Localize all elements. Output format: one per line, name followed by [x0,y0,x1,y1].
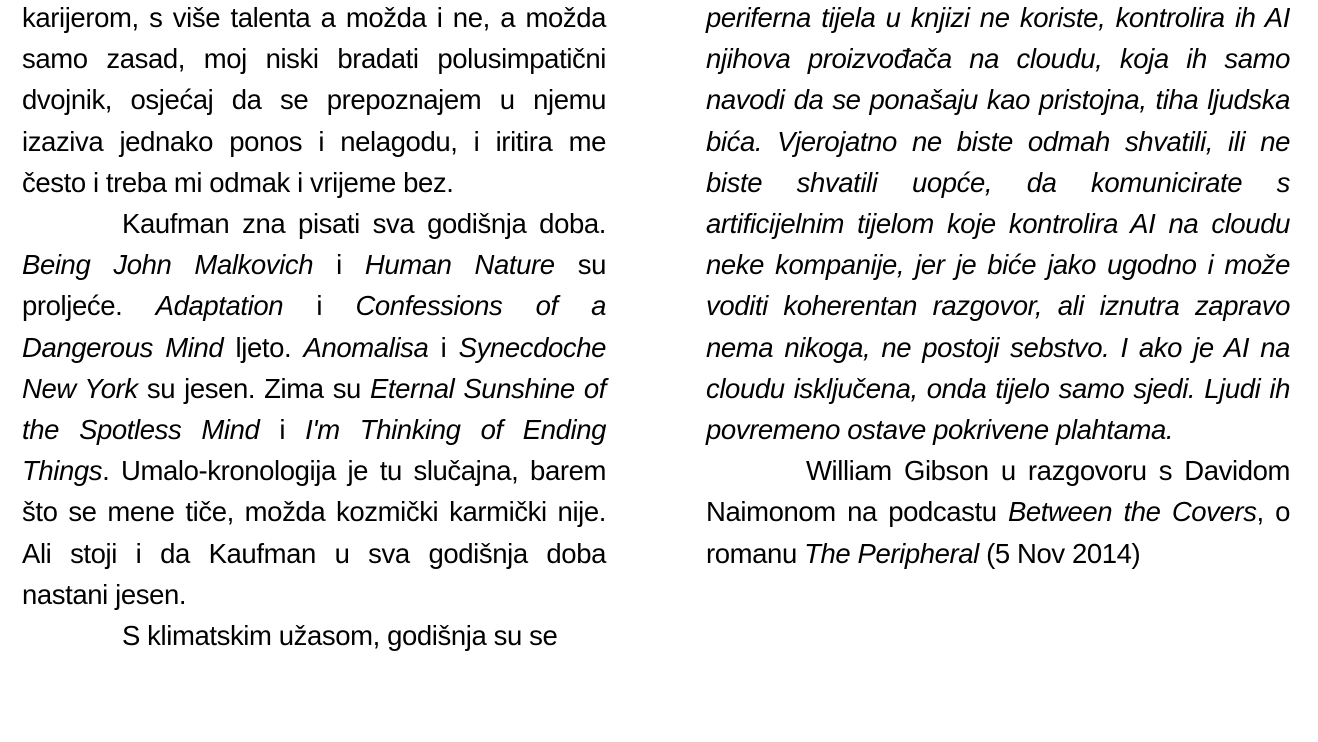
film-title: Human Nature [364,249,555,281]
film-title: Being John Malkovich [22,249,314,281]
paragraph-kaufman-seasons [22,203,606,615]
text-run: i [283,290,356,322]
paragraph-continuation: karijerom, s više talenta a možda i ne, a možda samo zasad, moj niski bradati polusimpatični dvojnik, osjećaj da se prepoznajem u njemu izaziva jednako ponos i nelagodu, i iritira me često i treba mi odmak i vrijeme bez. [22,2,606,198]
left-column [22,0,606,656]
text-run: su jesen. Zima su [137,372,370,404]
film-title: Anomalisa [303,331,429,363]
epigraph-quote: periferna tijela u knjizi ne koriste, kontrolira ih AI njihova proizvođača na cloudu, koja ih samo navodi da se ponašaju kao pristojna, tiha ljudska bića. Vjerojatno ne biste odmah shvatili, ili ne biste shvatili uopće, da komunicirate s artificijelnim tijelom koje kontrolira AI na cloudu neke kompanije, jer je biće jako ugodno i može voditi koherentan razgovor, ali iznutra zapravo nema nikoga, ne postoji sebstvo. I ako je AI na cloudu isključena, onda tijelo samo sjedi. Ljudi ih povremeno ostave pokrivene plahtama. [706,2,1290,446]
film-title: Synecdoche New York [22,331,607,404]
text-run: William Gibson u razgovoru s Davidom Naimonom na podcastu [706,455,1290,528]
film-title: Confessions of a Dangerous Mind [22,290,606,363]
text-run: (5 Nov 2014) [978,537,1141,569]
film-title: I'm Thinking of Ending Things [22,414,606,487]
right-column [706,0,1290,574]
text-run: , o romanu [706,496,1291,569]
film-title: Adaptation [155,290,284,322]
text-run: i [259,414,306,446]
text-run: . Umalo-kronologija je tu slučajna, barem što se mene tiče, možda kozmički karmički nije. Ali stoji i da Kaufman u sva godišnja doba nastani jesen. [22,455,606,610]
podcast-title: Between the Covers [1007,496,1257,528]
film-title: Eternal Sunshine of the Spotless Mind [22,372,607,446]
paragraph-climate: S klimatskim užasom, godišnja su se [122,620,558,652]
novel-title: The Peripheral [804,537,979,569]
text-run: ljeto. [223,331,304,363]
epigraph-attribution [706,450,1290,574]
text-run: Kaufman zna pisati sva godišnja doba. [122,208,606,240]
text-run: i [313,249,365,281]
text-run: i [428,331,459,363]
text-run: su proljeće. [22,249,606,322]
